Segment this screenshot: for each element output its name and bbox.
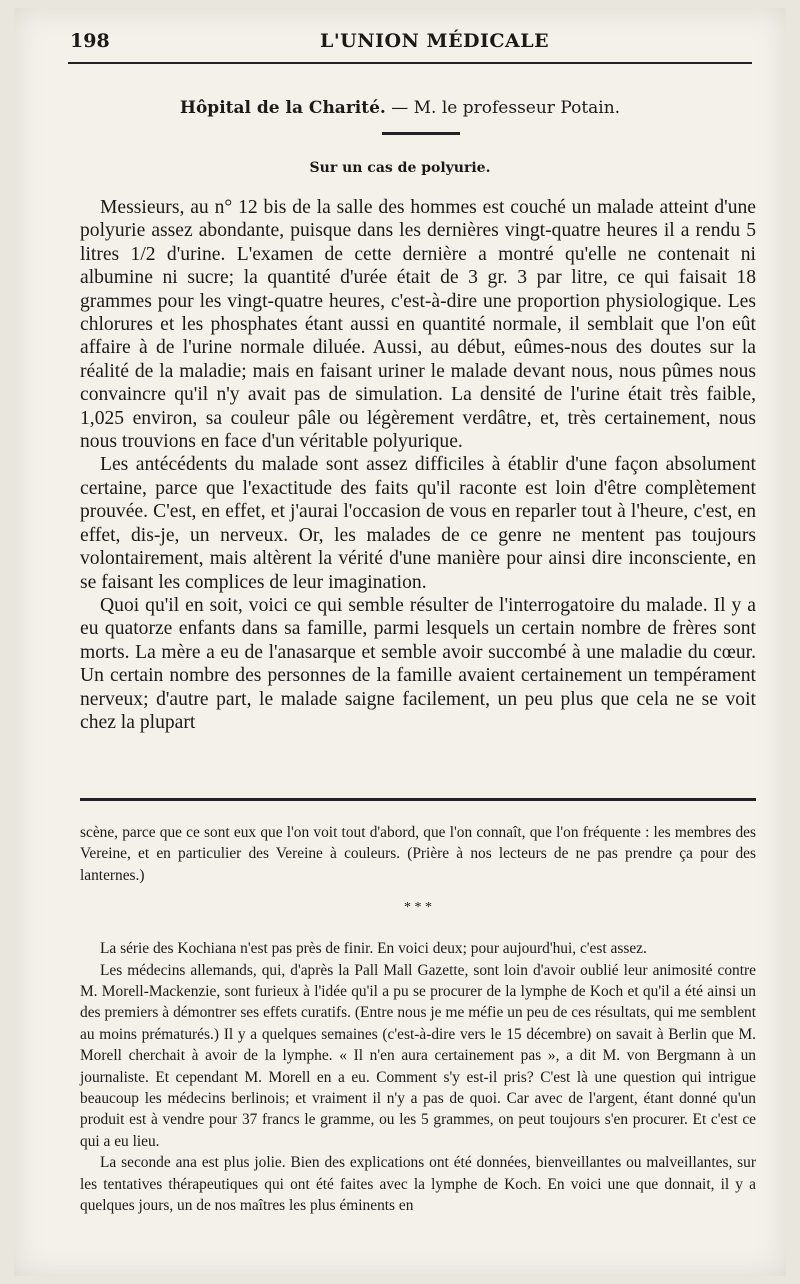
- journal-title: L'UNION MÉDICALE: [320, 30, 550, 52]
- professor-name: — M. le professeur Potain.: [391, 98, 621, 118]
- asterism: * * *: [404, 900, 432, 916]
- page-header: [70, 26, 750, 56]
- section-rule: [80, 798, 756, 801]
- lecture-body: [80, 196, 756, 734]
- lecture-paragraph: Messieurs, au n° 12 bis de la salle des hommes est couché un malade atteint d'une polyurie assez abondante, puisque dans les dernières vingt-quatre heures il a rendu 5 litres 1/2 d'urine. L'examen de cette dernière a montré qu'elle ne contenait ni albumine ni sucre; la quantité d'urée était de 3 gr. 3 par litre, ce qui faisait 18 grammes pour les vingt-quatre heures, c'est-à-dire une proportion physiologique. Les chlorures et les phosphates étant aussi en quantité normale, il semblait que l'on eût affaire à de l'urine normale diluée. Aussi, au début, eûmes-nous des doutes sur la réalité de la maladie; mais en faisant uriner le malade devant nous, nous pûmes nous convaincre qu'il n'y avait pas de simulation. La densité de l'urine était très faible, 1,025 environ, sa couleur pâle ou légèrement verdâtre, et, très certainement, nous nous trouvions en face d'un véritable polyurique.: [80, 197, 756, 453]
- lecture-paragraph: Quoi qu'il en soit, voici ce qui semble résulter de l'interrogatoire du malade. Il y a eu quatorze enfants dans sa famille, parmi lesquels un certain nombre de frères sont morts. La mère a eu de l'anasarque et semble avoir succombé à une maladie du cœur. Un certain nombre des personnes de la famille avaient certainement un tempérament nerveux; d'autre part, le malade saigne facilement, un peu plus que cela ne se voit chez la plupart: [80, 594, 756, 733]
- feuilleton-paragraph: Les médecins allemands, qui, d'après la Pall Mall Gazette, sont loin d'avoir oublié leur animosité contre M. Morell-Mackenzie, sont furieux à l'idée qu'il a pu se procurer de la lymphe de Koch et qu'il a été ainsi un des premiers à démontrer ses effets curatifs. (Entre nous je me méfie un peu de ces résultats, qui me semblent au moins prématurés.) Il y a quelques semaines (c'est-à-dire vers le 15 décembre) on savait à Berlin que M. Morell cherchait à avoir de la lymphe. « Il n'en aura certainement pas », a dit M. von Bergmann à un journaliste. Et cependant M. Morell en a eu. Comment s'y est-il pris? C'est là une question qui intrigue beaucoup les médecins berlinois; et vraiment il n'y a pas de quoi. Car avec de l'argent, étant donné qu'un produit est à vendre pour 37 francs le gramme, ou les 5 grammes, on peut toujours s'en procurer. Et c'est ce qui a eu lieu.: [80, 961, 756, 1150]
- feuilleton-paragraph: La seconde ana est plus jolie. Bien des explications ont été données, bienveillantes ou malveillantes, sur les tentatives thérapeutiques qui ont été faites avec la lymphe de Koch. En voici une que donnait, il y a quelques jours, un de nos maîtres les plus éminents en: [80, 1154, 756, 1215]
- hospital-name: Hôpital de la Charité.: [179, 98, 386, 118]
- feuilleton-body: [80, 822, 756, 1217]
- case-title: Sur un cas de polyurie.: [309, 160, 491, 176]
- lecture-heading: [0, 98, 800, 118]
- lecture-paragraph: Les antécédents du malade sont assez difficiles à établir d'une façon absolument certaine, parce que l'exactitude des faits qu'il raconte est loin d'être complètement prouvée. C'est, en effet, et j'aurai l'occasion de vous en reparler tout à l'heure, c'est, en effet, dis-je, un nerveux. Or, les malades de ce genre ne mentent pas toujours volontairement, mais altèrent la vérité d'une manière pour ainsi dire inconsciente, en se faisant les complices de leur imagination.: [80, 454, 756, 593]
- feuilleton-paragraph: La série des Kochiana n'est pas près de finir. En voici deux; pour aujourd'hui, c'est assez.: [100, 940, 647, 958]
- header-rule: [68, 62, 752, 64]
- feuilleton-paragraph: scène, parce que ce sont eux que l'on voit tout d'abord, que l'on connaît, que l'on fréquente : les membres des Vereine, et en particulier des Vereine à couleurs. (Prière à nos lecteurs de ne pas prendre ça pour des lanternes.): [80, 824, 756, 884]
- page-number: 198: [70, 30, 110, 52]
- heading-rule: [382, 132, 460, 135]
